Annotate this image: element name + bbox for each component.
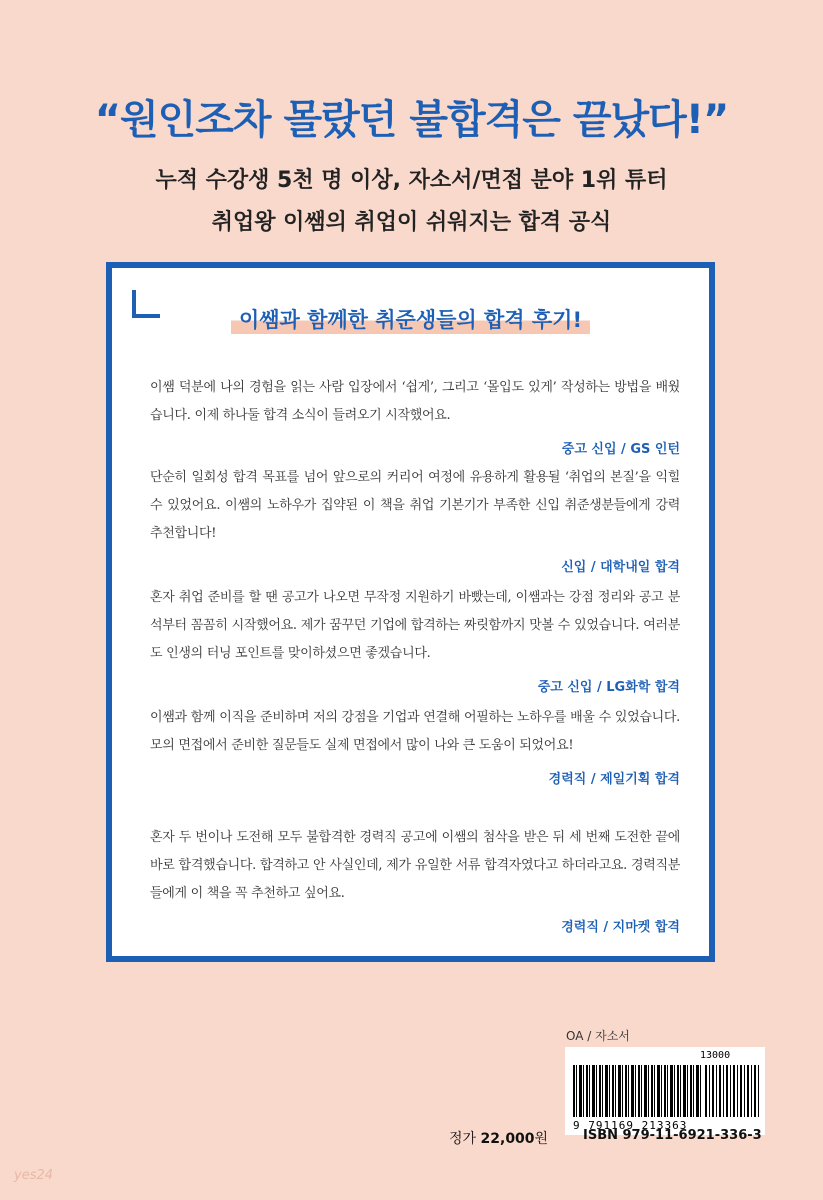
headline: “원인조차 몰랐던 불합격은 끝났다!” [94, 97, 729, 143]
price-unit: 원 [534, 1131, 549, 1147]
review-text: 이쌤과 함께 이직을 준비하며 저의 강점을 기업과 연결해 어필하는 노하우를 배울 수 있었습니다. 모의 면접에서 준비한 질문들도 실제 면접에서 많이 나와 큰 도움이 되었어요! [150, 710, 680, 753]
review-item [150, 704, 680, 787]
category-label: OA / 자소서 [566, 1029, 630, 1043]
subtitle-line-2: 취업왕 이쌤의 취업이 쉬워지는 합격 공식 [211, 210, 612, 235]
price-label: 정가 [449, 1131, 477, 1147]
barcode [565, 1047, 765, 1135]
review-author: 신입 / 대학내일 합격 [561, 560, 680, 575]
subtitle-line-1: 누적 수강생 5천 명 이상, 자소서/면접 분야 1위 튜터 [155, 168, 668, 193]
review-author: 중고 신입 / GS 인턴 [561, 442, 680, 457]
barcode-digits: 9 791169 213363 [573, 1119, 688, 1132]
review-text: 혼자 두 번이나 도전해 모두 불합격한 경력직 공고에 이쌤의 첨삭을 받은 뒤 세 번째 도전한 끝에 바로 합격했습니다. 합격하고 안 사실인데, 제가 유일한 서류 합격자였다고 하더라고요. 경력직분들에게 이 책을 꼭 추천하고 싶어요. [150, 830, 680, 901]
price-value: 22,000 [480, 1131, 535, 1147]
review-item [150, 464, 680, 575]
review-item [150, 584, 680, 695]
barcode-bars [573, 1065, 701, 1117]
review-box [106, 262, 715, 962]
watermark: yes24 [14, 1168, 54, 1183]
price [449, 1128, 548, 1148]
review-item [150, 824, 680, 935]
barcode-addon-number: 13000 [700, 1050, 731, 1061]
isbn-label: ISBN 979-11-6921-336-3 [583, 1128, 762, 1143]
review-item [150, 374, 680, 457]
review-text: 혼자 취업 준비를 할 땐 공고가 나오면 무작정 지원하기 바빴는데, 이쌤과는 강점 정리와 공고 분석부터 꼼꼼히 시작했어요. 제가 꿈꾸던 기업에 합격하는 짜릿함까지 맛볼 수 있었습니다. 여러분도 인생의 터닝 포인트를 맞이하셨으면 좋겠습니다. [150, 590, 680, 661]
review-author: 경력직 / 제일기획 합격 [548, 772, 680, 787]
review-author: 경력직 / 지마켓 합격 [561, 920, 680, 935]
barcode-addon-bars [705, 1065, 759, 1117]
review-author: 중고 신입 / LG화학 합격 [537, 680, 680, 695]
review-box-title: 이쌤과 함께한 취준생들의 합격 후기! [231, 304, 590, 334]
review-text: 단순히 일회성 합격 목표를 넘어 앞으로의 커리어 여정에 유용하게 활용될 ‘취업의 본질’을 익힐 수 있었어요. 이쌤의 노하우가 집약된 이 책을 취업 기본기가 부족한 신입 취준생분들에게 강력 추천합니다! [150, 470, 680, 541]
review-text: 이쌤 덕분에 나의 경험을 읽는 사람 입장에서 ‘쉽게’, 그리고 ‘몰입도 있게’ 작성하는 방법을 배웠습니다. 이제 하나둘 합격 소식이 들려오기 시작했어요. [150, 380, 680, 423]
